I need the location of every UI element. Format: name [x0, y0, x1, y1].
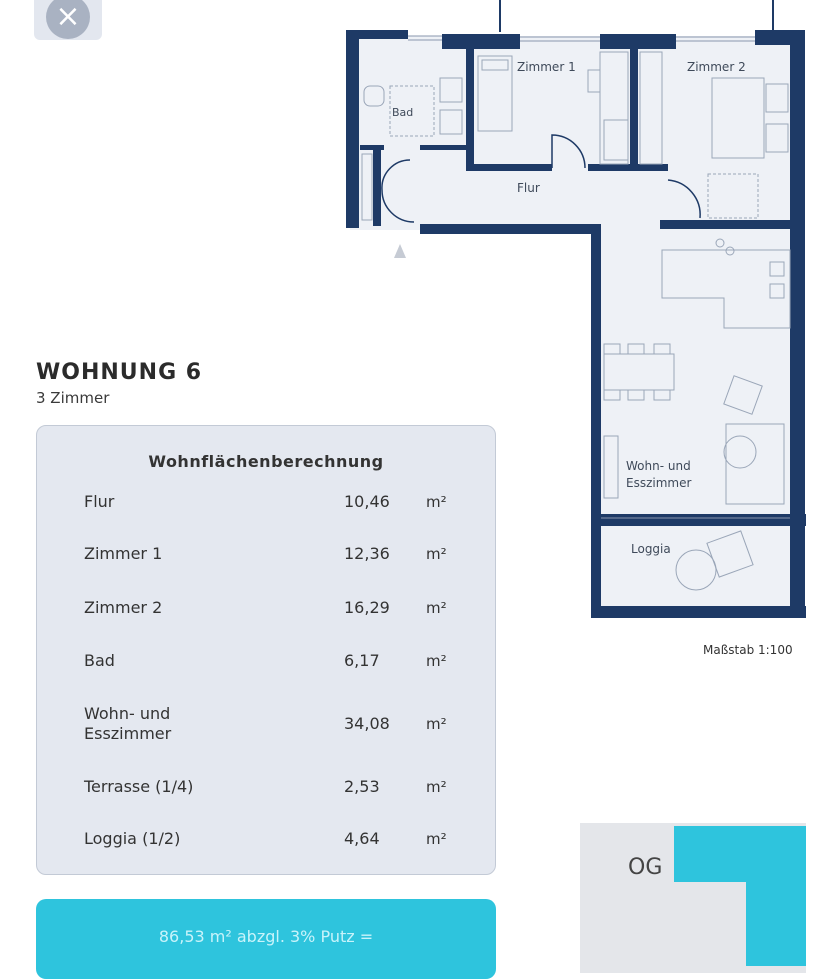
row-value: 34,08 [344, 714, 390, 733]
row-label-line2: Esszimmer [84, 724, 172, 743]
room-label-wohn-line2: Esszimmer [626, 476, 692, 490]
close-glyph: × [55, 0, 81, 34]
row-unit: m² [426, 545, 447, 563]
apartment-subtitle: 3 Zimmer [36, 389, 110, 407]
room-label-zimmer1: Zimmer 1 [517, 60, 576, 74]
apartment-title: WOHNUNG 6 [36, 360, 203, 385]
room-label-flur: Flur [517, 181, 540, 195]
row-label: Bad [84, 651, 115, 670]
row-value: 12,36 [344, 544, 390, 563]
row-label: Loggia (1/2) [84, 829, 181, 848]
room-label-loggia: Loggia [631, 542, 671, 556]
floor-indicator-label: OG [628, 855, 663, 880]
row-unit: m² [426, 599, 447, 617]
area-calculation-panel [36, 425, 496, 875]
calculation-title: Wohnflächenberechnung [148, 452, 384, 471]
row-unit: m² [426, 493, 447, 511]
row-label: Zimmer 1 [84, 544, 163, 563]
entrance-marker [394, 244, 406, 258]
row-value: 10,46 [344, 492, 390, 511]
room-label-wohn-line1: Wohn- und [626, 459, 691, 473]
row-value: 2,53 [344, 777, 380, 796]
scale-label: Maßstab 1:100 [703, 643, 793, 657]
row-label-line1: Wohn- und [84, 704, 171, 723]
row-value: 16,29 [344, 598, 390, 617]
row-unit: m² [426, 715, 447, 733]
row-value: 4,64 [344, 829, 380, 848]
row-label: Zimmer 2 [84, 598, 163, 617]
row-value: 6,17 [344, 651, 380, 670]
room-label-zimmer2: Zimmer 2 [687, 60, 746, 74]
total-area-bar [36, 899, 496, 979]
row-unit: m² [426, 830, 447, 848]
row-unit: m² [426, 652, 447, 670]
row-unit: m² [426, 778, 447, 796]
row-label: Flur [84, 492, 115, 511]
row-label: Terrasse (1/4) [84, 777, 194, 796]
room-label-bad: Bad [392, 106, 414, 119]
floor-indicator-highlight [746, 826, 806, 966]
total-area-text: 86,53 m² abzgl. 3% Putz = [158, 927, 374, 946]
